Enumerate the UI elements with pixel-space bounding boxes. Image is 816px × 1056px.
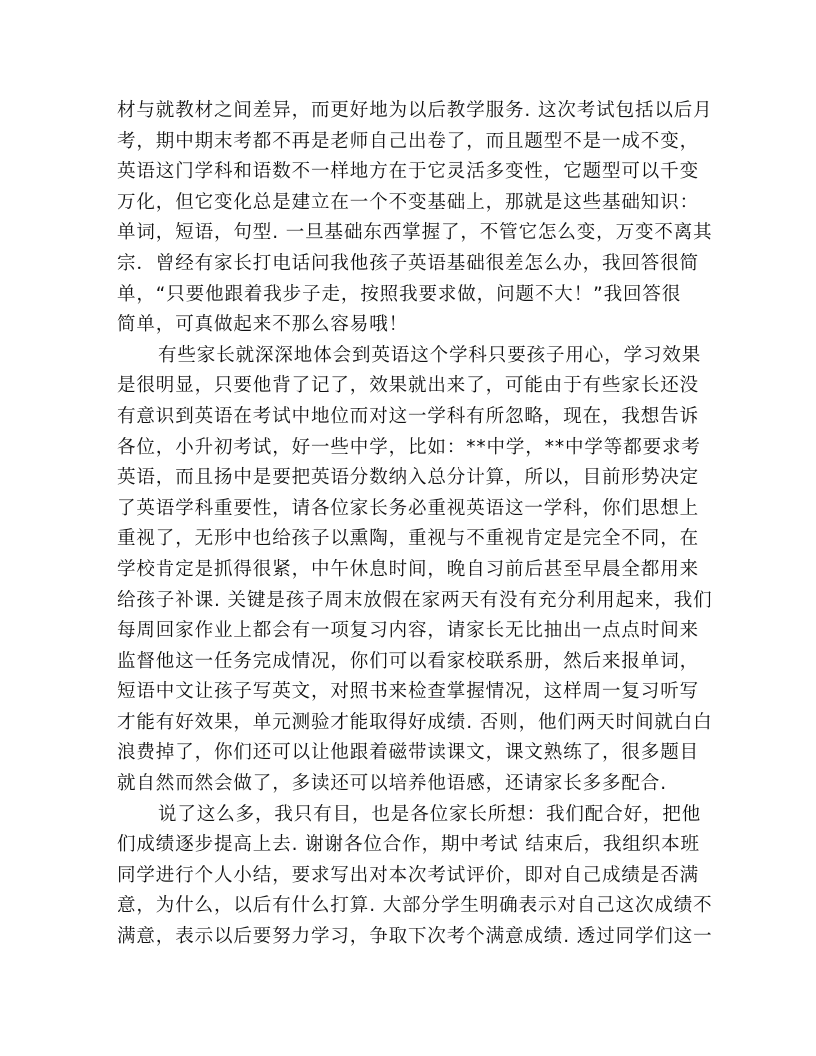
text-line: 单，“只要他跟着我步子走，按照我要求做，问题不大！”我回答很 — [117, 283, 682, 305]
text-line: 单词，短语，句型. 一旦基础东西掌握了，不管它怎么变，万变不离其 — [117, 222, 713, 244]
text-line: 英语，而且扬中是要把英语分数纳入总分计算，所以，目前形势决定 — [117, 467, 700, 489]
text-line: 短语中文让孩子写英文，对照书来检查掌握情况，这样周一复习听写 — [117, 681, 700, 703]
text-line: 就自然而然会做了，多读还可以培养他语感，还请家长多多配合. — [117, 773, 667, 795]
text-line: 重视了，无形中也给孩子以熏陶，重视与不重视肯定是完全不同，在 — [117, 528, 700, 550]
text-line: 简单，可真做起来不那么容易哦！ — [117, 314, 409, 336]
text-line: 考，期中期末考都不再是老师自己出卷了，而且题型不是一成不变， — [117, 130, 700, 152]
text-line: 有意识到英语在考试中地位而对这一学科有所忽略，现在，我想告诉 — [117, 405, 700, 427]
text-line: 了英语学科重要性，请各位家长务必重视英语这一学科，你们思想上 — [117, 497, 700, 519]
text-line: 是很明显，只要他背了记了，效果就出来了，可能由于有些家长还没 — [117, 375, 700, 397]
body-text — [117, 96, 713, 953]
text-line: 才能有好效果，单元测验才能取得好成绩. 否则，他们两天时间就白白 — [117, 711, 713, 733]
text-line: 意，为什么，以后有什么打算. 大部分学生明确表示对自己这次成绩不 — [117, 895, 713, 917]
text-line: 浪费掉了，你们还可以让他跟着磁带读课文，课文熟练了，很多题目 — [117, 742, 700, 764]
text-line: 给孩子补课. 关键是孩子周末放假在家两天有没有充分利用起来，我们 — [117, 589, 713, 611]
paragraph-start-line: 说了这么多，我只有目，也是各位家长所想：我们配合好，把他 — [158, 803, 702, 825]
paragraph-start-line: 有些家长就深深地体会到英语这个学科只要孩子用心，学习效果 — [158, 344, 702, 366]
text-line: 同学进行个人小结，要求写出对本次考试评价，即对自己成绩是否满 — [117, 864, 700, 886]
text-line: 英语这门学科和语数不一样地方在于它灵活多变性，它题型可以千变 — [117, 161, 700, 183]
text-line: 学校肯定是抓得很紧，中午休息时间，晚自习前后甚至早晨全都用来 — [117, 558, 700, 580]
text-line: 宗．曾经有家长打电话问我他孩子英语基础很差怎么办，我回答很简 — [117, 252, 700, 274]
text-line: 各位，小升初考试，好一些中学，比如：**中学，**中学等都要求考 — [117, 436, 701, 458]
text-line: 材与就教材之间差异，而更好地为以后教学服务. 这次考试包括以后月 — [117, 100, 713, 121]
text-line: 每周回家作业上都会有一项复习内容，请家长无比抽出一点点时间来 — [117, 620, 700, 642]
text-line: 们成绩逐步提高上去. 谢谢各位合作，期中考试 结束后，我组织本班 — [117, 834, 700, 856]
text-line: 满意，表示以后要努力学习，争取下次考个满意成绩. 透过同学们这一 — [117, 926, 713, 948]
text-line: 监督他这一任务完成情况，你们可以看家校联系册，然后来报单词， — [117, 650, 700, 672]
text-line: 万化，但它变化总是建立在一个不变基础上，那就是这些基础知识： — [117, 191, 700, 213]
